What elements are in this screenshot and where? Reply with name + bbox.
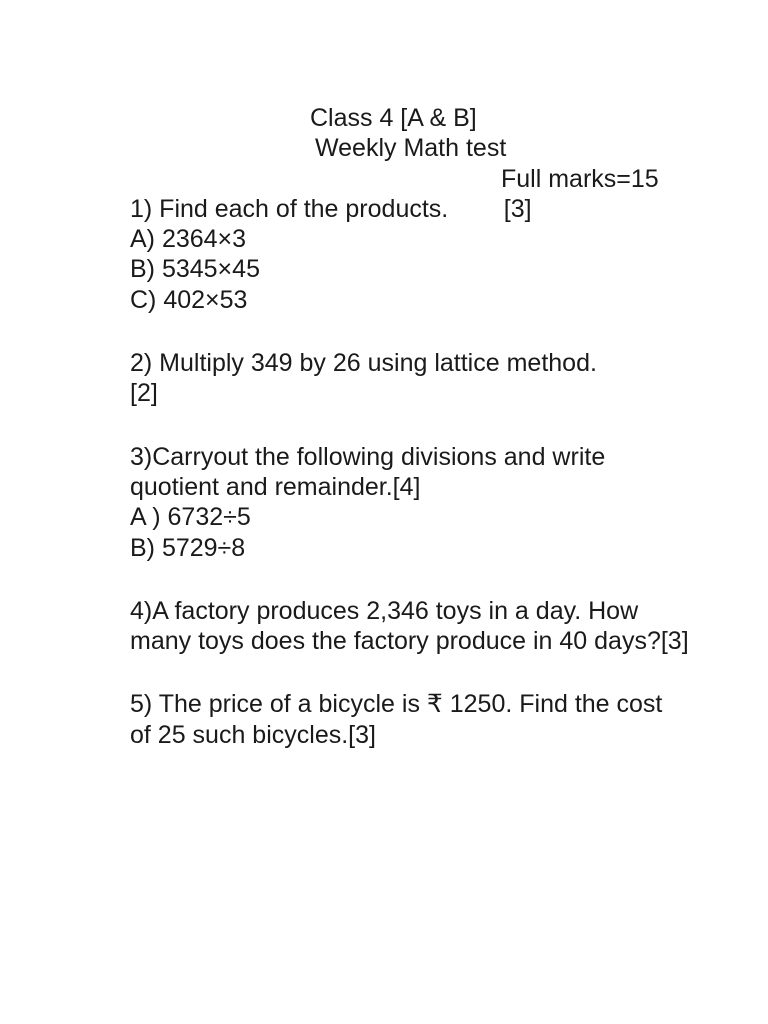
spacer <box>130 656 690 689</box>
question-text: 1) Find each of the products. [3] <box>130 194 532 223</box>
spacer <box>130 315 690 348</box>
question-4 <box>130 596 690 657</box>
question-text: 3)Carryout the following divisions and write quotient and remainder.[4] <box>130 442 606 501</box>
question-part: B) 5729÷8 <box>130 533 246 562</box>
question-2 <box>130 348 690 409</box>
question-part: B) 5345×45 <box>130 255 260 284</box>
question-part: A ) 6732÷5 <box>130 503 251 532</box>
question-3 <box>130 442 690 563</box>
question-5 <box>130 689 690 750</box>
class-heading: Class 4 [A & B] <box>310 104 477 132</box>
question-marks: [2] <box>130 379 158 408</box>
question-1 <box>130 194 690 315</box>
spacer <box>130 563 690 596</box>
question-text: 4)A factory produces 2,346 toys in a day. How many toys does the factory produce in 40 days?[3] <box>130 596 689 656</box>
worksheet <box>130 103 690 750</box>
question-text: 2) Multiply 349 by 26 using lattice method. <box>130 349 597 378</box>
spacer <box>130 409 690 442</box>
question-text: 5) The price of a bicycle is ₹ 1250. Find the cost of 25 such bicycles.[3] <box>130 690 663 749</box>
full-marks: Full marks=15 <box>501 164 659 193</box>
question-part: C) 402×53 <box>130 285 248 314</box>
test-title: Weekly Math test <box>315 134 507 163</box>
question-part: A) 2364×3 <box>130 225 247 254</box>
